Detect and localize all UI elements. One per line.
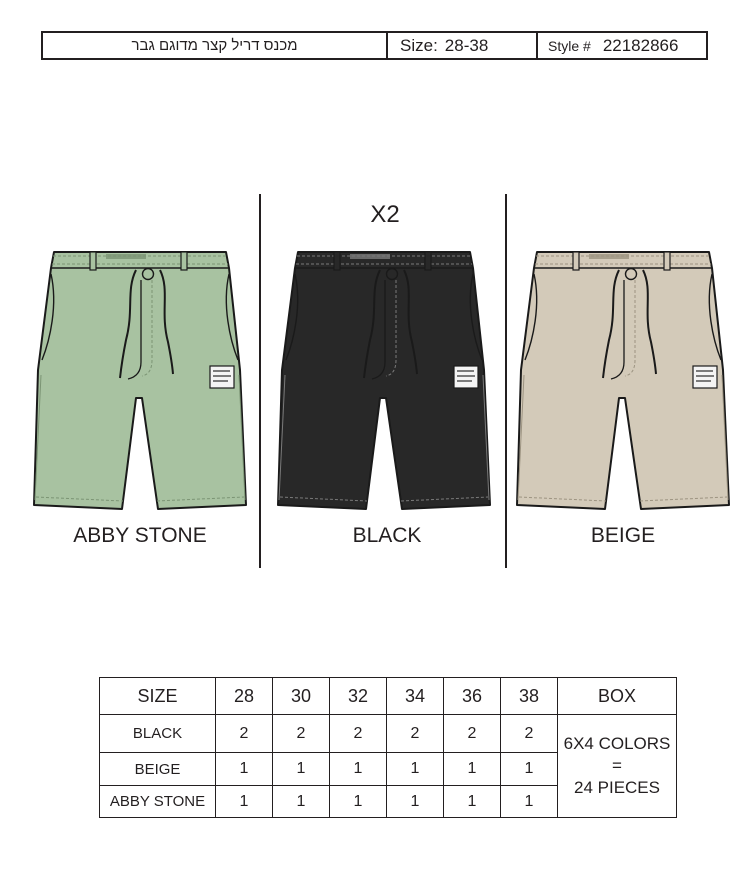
qty-cell: 1 bbox=[330, 753, 387, 786]
table-header-row bbox=[100, 678, 677, 715]
qty-cell: 1 bbox=[216, 786, 273, 818]
header-bar bbox=[41, 31, 708, 60]
caption-black: BLACK bbox=[352, 524, 422, 547]
patch-label bbox=[210, 366, 234, 388]
size-34: 34 bbox=[387, 678, 444, 715]
qty-cell: 1 bbox=[273, 786, 330, 818]
style-number bbox=[538, 33, 706, 58]
waist-label bbox=[350, 254, 390, 259]
table-row bbox=[100, 715, 677, 753]
size-assortment-table bbox=[99, 677, 677, 818]
qty-cell: 1 bbox=[387, 786, 444, 818]
qty-cell: 1 bbox=[330, 786, 387, 818]
belt-loop-right bbox=[425, 252, 431, 270]
qty-cell: 1 bbox=[216, 753, 273, 786]
qty-cell: 1 bbox=[444, 786, 501, 818]
belt-loop-left bbox=[573, 252, 579, 270]
waist-label bbox=[106, 254, 146, 259]
size-value: 28-38 bbox=[444, 35, 489, 55]
qty-cell: 2 bbox=[273, 715, 330, 753]
size-32: 32 bbox=[330, 678, 387, 715]
qty-cell: 2 bbox=[387, 715, 444, 753]
belt-loop-left bbox=[334, 252, 340, 270]
style-label: Style # bbox=[548, 37, 591, 54]
divider-right bbox=[505, 194, 507, 568]
button-icon bbox=[387, 269, 398, 280]
belt-loop-right bbox=[664, 252, 670, 270]
button-icon bbox=[626, 269, 637, 280]
divider-left bbox=[259, 194, 261, 568]
button-icon bbox=[143, 269, 154, 280]
box-header: BOX bbox=[558, 678, 677, 715]
patch-label bbox=[454, 366, 478, 388]
caption-beige: BEIGE bbox=[590, 524, 656, 547]
size-30: 30 bbox=[273, 678, 330, 715]
qty-cell: 2 bbox=[330, 715, 387, 753]
size-header: SIZE bbox=[100, 678, 216, 715]
style-value: 22182866 bbox=[602, 35, 679, 55]
shorts-abby-stone-image bbox=[30, 250, 250, 515]
qty-cell: 2 bbox=[216, 715, 273, 753]
qty-cell: 1 bbox=[501, 786, 558, 818]
row-color: BLACK bbox=[100, 715, 216, 753]
patch-label bbox=[693, 366, 717, 388]
qty-cell: 1 bbox=[501, 753, 558, 786]
quantity-badge: X2 bbox=[370, 201, 400, 228]
belt-loop-left bbox=[90, 252, 96, 270]
size-36: 36 bbox=[444, 678, 501, 715]
waist-label bbox=[589, 254, 629, 259]
qty-cell: 2 bbox=[501, 715, 558, 753]
shorts-black-image bbox=[274, 250, 494, 515]
box-info: 6X4 COLORS = 24 PIECES bbox=[558, 715, 677, 818]
size-label: Size: bbox=[400, 35, 438, 55]
belt-loop-right bbox=[181, 252, 187, 270]
size-38: 38 bbox=[501, 678, 558, 715]
product-title: מכנס דריל קצר מדוגם גבר bbox=[43, 33, 388, 58]
qty-cell: 1 bbox=[387, 753, 444, 786]
qty-cell: 1 bbox=[444, 753, 501, 786]
row-color: ABBY STONE bbox=[100, 786, 216, 818]
size-28: 28 bbox=[216, 678, 273, 715]
caption-abby-stone: ABBY STONE bbox=[73, 524, 207, 547]
qty-cell: 2 bbox=[444, 715, 501, 753]
size-range bbox=[388, 33, 538, 58]
shorts-beige-image bbox=[513, 250, 733, 515]
qty-cell: 1 bbox=[273, 753, 330, 786]
row-color: BEIGE bbox=[100, 753, 216, 786]
